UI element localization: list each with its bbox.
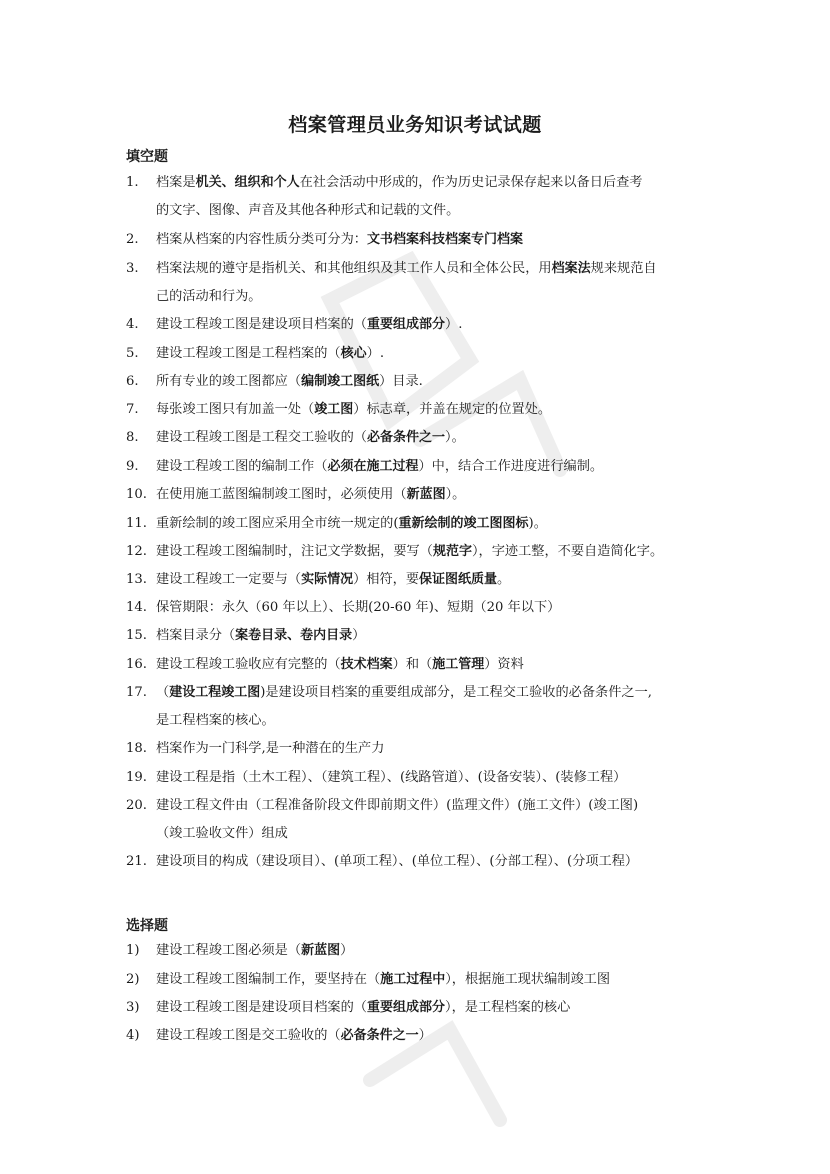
- item-text-part: 建设工程竣工图编制时，注记文学数据，要写（: [156, 544, 433, 559]
- item-answer: 重要组成部分: [367, 317, 446, 332]
- item-answer: 规范字: [432, 544, 472, 559]
- item-text: [156, 311, 734, 339]
- item-text-part: 建设工程竣工图编制工作，要坚持在（: [156, 972, 381, 987]
- item-text: [156, 594, 734, 622]
- item-text-continuation: 的文字、图像、声音及其他各种形式和记载的文件。: [156, 203, 460, 218]
- item-text-part: 所有专业的竣工图都应（: [156, 374, 302, 389]
- item-number: 18.: [126, 741, 147, 756]
- item-text-part: 建设工程竣工图是交工验收的（: [156, 1028, 341, 1043]
- item-number: 6.: [126, 374, 139, 389]
- item-number: 13.: [126, 572, 147, 587]
- page-title: 档案管理员业务知识考试试题: [288, 114, 542, 136]
- item-text-part: )。: [528, 516, 547, 531]
- item-number: 15.: [126, 628, 147, 643]
- item-text-part: )是建设项目档案的重要组成部分，是工程交工验收的必备条件之一,: [260, 685, 652, 700]
- item-text: [156, 424, 734, 452]
- item-number: 11.: [126, 516, 147, 531]
- item-answer: 保证图纸质量: [419, 572, 498, 587]
- item-answer: 编制竣工图纸: [301, 374, 380, 389]
- item-text: [156, 255, 734, 283]
- item-text: [156, 937, 734, 965]
- item-text: [156, 1022, 734, 1050]
- item-text-part: ）标志章，并盖在规定的位置处。: [353, 402, 552, 417]
- item-text: [156, 735, 734, 763]
- item-text: [156, 764, 734, 792]
- item-text-part: 建设工程竣工图是建设项目档案的（: [156, 317, 367, 332]
- item-number: 12.: [126, 544, 147, 559]
- item-text-part: ）: [352, 628, 366, 643]
- item-number: 16.: [126, 657, 147, 672]
- item-answer: 施工过程中: [380, 972, 446, 987]
- item-text-part: 档案从档案的内容性质分类可分为：: [156, 232, 367, 247]
- item-text-part: 建设工程竣工一定要与（: [156, 572, 302, 587]
- item-text-part: ）.: [366, 346, 385, 361]
- item-answer: 必备条件之一: [340, 1028, 419, 1043]
- item-text-continuation: （竣工验收文件）组成: [156, 826, 288, 841]
- item-text: [156, 792, 734, 820]
- item-text-part: 档案是: [156, 175, 196, 190]
- item-number: 3.: [126, 261, 139, 276]
- item-number: 4): [126, 1028, 140, 1043]
- item-text-part: ）.: [445, 317, 463, 332]
- item-text-part: ）中，结合工作进度进行编制。: [418, 459, 604, 474]
- item-text-part: ）资料: [484, 657, 524, 672]
- item-text-part: 建设工程是指（土木工程）、（建筑工程）、(线路管道）、(设备安装）、(装修工程）: [156, 770, 627, 785]
- section-heading-fill-blank: 填空题: [126, 149, 168, 165]
- item-number: 21.: [126, 854, 147, 869]
- item-text-part: 建设工程竣工图是工程交工验收的（: [156, 430, 367, 445]
- item-number: 1.: [126, 175, 139, 190]
- item-text: [156, 566, 734, 594]
- item-number: 14.: [126, 600, 147, 615]
- item-text: [156, 510, 734, 538]
- item-number: 10.: [126, 487, 147, 502]
- item-answer: 文书档案科技档案专门档案: [367, 232, 524, 247]
- item-text-part: ），字迹工整，不要自造简化字。: [471, 544, 664, 559]
- item-text: [156, 622, 734, 650]
- item-number: 9.: [126, 459, 139, 474]
- item-text-part: 在社会活动中形成的，作为历史记录保存起来以备日后查考: [299, 175, 643, 190]
- item-text-part: 保管期限：永久（60 年以上）、长期(20-60 年)、短期（20 年以下）: [156, 600, 561, 615]
- item-text-part: ）。: [445, 487, 466, 502]
- item-answer: 施工管理: [432, 657, 485, 672]
- item-text: [156, 368, 734, 396]
- item-text-part: ）和（: [392, 657, 433, 672]
- item-text-part: 建设工程文件由（工程准备阶段文件即前期文件）(监理文件）(施工文件）(竣工图): [156, 798, 639, 813]
- item-text-part: 在使用施工蓝图编制竣工图时，必须使用（: [156, 487, 407, 502]
- item-text-part: 建设工程竣工图是建设项目档案的（: [156, 1000, 367, 1015]
- item-text-part: 每张竣工图只有加盖一处（: [156, 402, 315, 417]
- item-text-part: 。: [497, 572, 511, 587]
- item-text-part: ），是工程档案的核心: [445, 1000, 571, 1015]
- item-text: [156, 481, 734, 509]
- item-number: 4.: [126, 317, 139, 332]
- item-answer: 必备条件之一: [367, 430, 446, 445]
- item-text-part: ）: [340, 943, 354, 958]
- item-number: 3): [126, 1000, 140, 1015]
- item-text-part: 重新绘制的竣工图应采用全市统一规定的(: [156, 516, 399, 531]
- item-text-part: 规来规范自: [590, 261, 657, 276]
- item-answer: 技术档案: [340, 657, 393, 672]
- item-text: [156, 966, 734, 994]
- item-text: [156, 994, 734, 1022]
- item-text-part: 建设工程竣工图必须是（: [156, 943, 302, 958]
- item-number: 1): [126, 943, 140, 958]
- item-text-part: 建设工程竣工图的编制工作（: [156, 459, 328, 474]
- item-text-part: 档案目录分（: [156, 628, 236, 643]
- item-number: 2): [126, 972, 140, 987]
- item-text: [156, 396, 734, 424]
- item-text-part: ），根据施工现状编制竣工图: [445, 972, 611, 987]
- item-number: 8.: [126, 430, 139, 445]
- item-answer: 重要组成部分: [367, 1000, 446, 1015]
- item-text-continuation: 己的活动和行为。: [156, 289, 262, 304]
- section-heading-multiple-choice: 选择题: [126, 918, 168, 934]
- item-text-part: ）。: [445, 430, 465, 445]
- item-text: [156, 453, 734, 481]
- item-text-part: 档案法规的遵守是指机关、和其他组织及其工作人员和全体公民，用: [156, 261, 552, 276]
- item-answer: 建设工程竣工图: [169, 685, 261, 700]
- item-text: [156, 679, 734, 707]
- item-text-part: （: [156, 685, 170, 700]
- item-answer: 重新绘制的竣工图图标: [398, 516, 529, 531]
- item-text-part: ）相符，要: [353, 572, 420, 587]
- item-answer: 竣工图: [314, 402, 354, 417]
- item-text-continuation: 是工程档案的核心。: [156, 713, 275, 728]
- item-text-part: 档案作为一门科学,是一种潜在的生产力: [156, 741, 385, 756]
- item-answer: 新蓝图: [301, 943, 341, 958]
- item-answer: 核心: [340, 346, 367, 361]
- item-number: 2.: [126, 232, 139, 247]
- item-text-part: ）目录.: [379, 374, 423, 389]
- item-answer: 机关、组织和个人: [195, 175, 300, 190]
- item-answer: 必须在施工过程: [327, 459, 419, 474]
- item-number: 17.: [126, 685, 147, 700]
- item-answer: 实际情况: [301, 572, 354, 587]
- item-number: 20.: [126, 798, 147, 813]
- item-text: [156, 169, 734, 197]
- item-number: 7.: [126, 402, 139, 417]
- item-text: [156, 848, 734, 876]
- item-number: 5.: [126, 346, 139, 361]
- item-text: [156, 538, 734, 566]
- item-text-part: 建设项目的构成（建设项目）、(单项工程）、(单位工程）、(分部工程）、(分项工程）: [156, 854, 639, 869]
- item-answer: 新蓝图: [406, 487, 446, 502]
- item-text: [156, 340, 734, 368]
- item-answer: 案卷目录、卷内目录: [235, 628, 353, 643]
- item-answer: 档案法: [551, 261, 591, 276]
- item-text-part: ）: [418, 1028, 432, 1043]
- item-text: [156, 226, 734, 254]
- item-number: 19.: [126, 770, 147, 785]
- item-text-part: 建设工程竣工验收应有完整的（: [156, 657, 341, 672]
- item-text: [156, 651, 734, 679]
- item-text-part: 建设工程竣工图是工程档案的（: [156, 346, 341, 361]
